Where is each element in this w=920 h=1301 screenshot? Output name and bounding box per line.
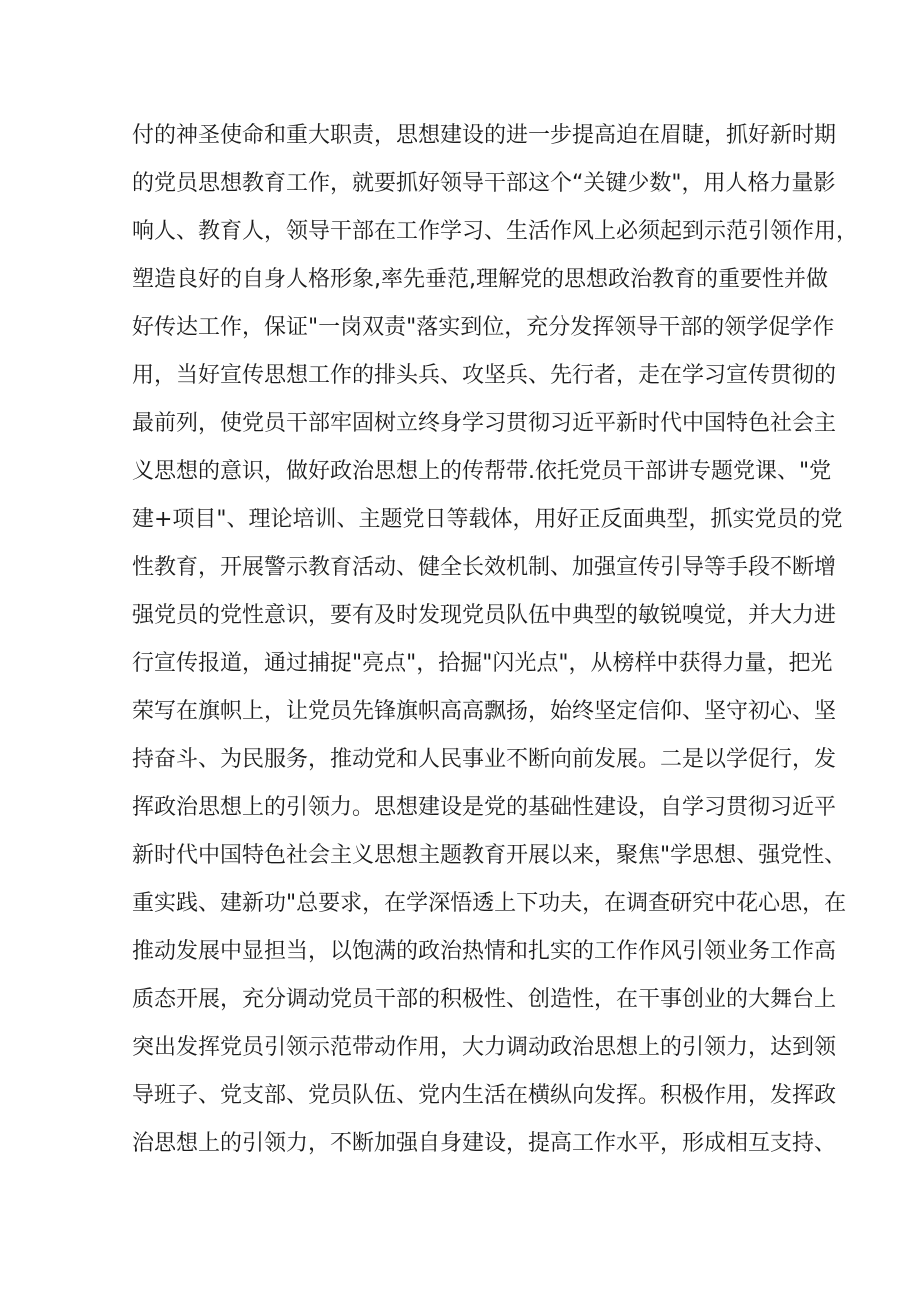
text-line: 好传达工作，保证"一岗双责"落实到位，充分发挥领导干部的领学促学作 <box>132 315 835 340</box>
text-line: 新时代中国特色社会主义思想主题教育开展以来，聚焦"学思想、强党性、 <box>132 843 847 868</box>
text-line: 质态开展，充分调动党员干部的积极性、创造性，在干事创业的大舞台上 <box>132 987 837 1012</box>
text-line: 重实践、建新功"总要求，在学深悟透上下功夫，在调查研究中花心思，在 <box>132 891 847 916</box>
text-line: 强党员的党性意识，要有及时发现党员队伍中典型的敏锐嗅觉，并大力进 <box>132 603 837 628</box>
text-line: 的党员思想教育工作，就要抓好领导干部这个“关键少数"，用人格力量影 <box>132 171 836 196</box>
text-line: 荣写在旗帜上，让党员先锋旗帜高高飘扬，始终坚定信仰、坚守初心、坚 <box>132 699 837 724</box>
text-line: 性教育，开展警示教育活动、健全长效机制、加强宣传引导等手段不断增 <box>132 555 837 580</box>
text-line: 导班子、党支部、党员队伍、党内生活在横纵向发挥。积极作用，发挥政 <box>132 1083 837 1108</box>
text-line: 塑造良好的自身人格形象,率先垂范,理解党的思想政治教育的重要性并做 <box>132 267 828 292</box>
body-text <box>132 112 859 1168</box>
text-line: 行宣传报道，通过捕捉"亮点"，拾掘"闪光点"，从榜样中获得力量，把光 <box>132 651 833 676</box>
text-line: 推动发展中显担当，以饱满的政治热情和扎实的工作作风引领业务工作高 <box>132 939 837 964</box>
text-line: 挥政治思想上的引领力。思想建设是党的基础性建设，自学习贯彻习近平 <box>132 795 837 820</box>
text-line: 付的神圣使命和重大职责，思想建设的进一步提高迫在眉睫，抓好新时期 <box>132 123 837 148</box>
text-line: 突出发挥党员引领示范带动作用，大力调动政治思想上的引领力，达到领 <box>132 1035 837 1060</box>
text-line: 用，当好宣传思想工作的排头兵、攻坚兵、先行者，走在学习宣传贯彻的 <box>132 363 837 388</box>
text-line: 治思想上的引领力，不断加强自身建设，提高工作水平，形成相互支持、 <box>132 1131 837 1156</box>
text-line: 响人、教育人，领导干部在工作学习、生活作风上必须起到示范引领作用， <box>132 219 859 244</box>
text-line: 建+项目"、理论培训、主题党日等载体，用好正反面典型，抓实党员的党 <box>132 507 843 532</box>
text-line: 最前列，使党员干部牢固树立终身学习贯彻习近平新时代中国特色社会主 <box>132 411 837 436</box>
text-line: 持奋斗、为民服务，推动党和人民事业不断向前发展。二是以学促行，发 <box>132 747 837 772</box>
text-line: 义思想的意识，做好政治思想上的传帮带.依托党员干部讲专题党课、"党 <box>132 459 832 484</box>
